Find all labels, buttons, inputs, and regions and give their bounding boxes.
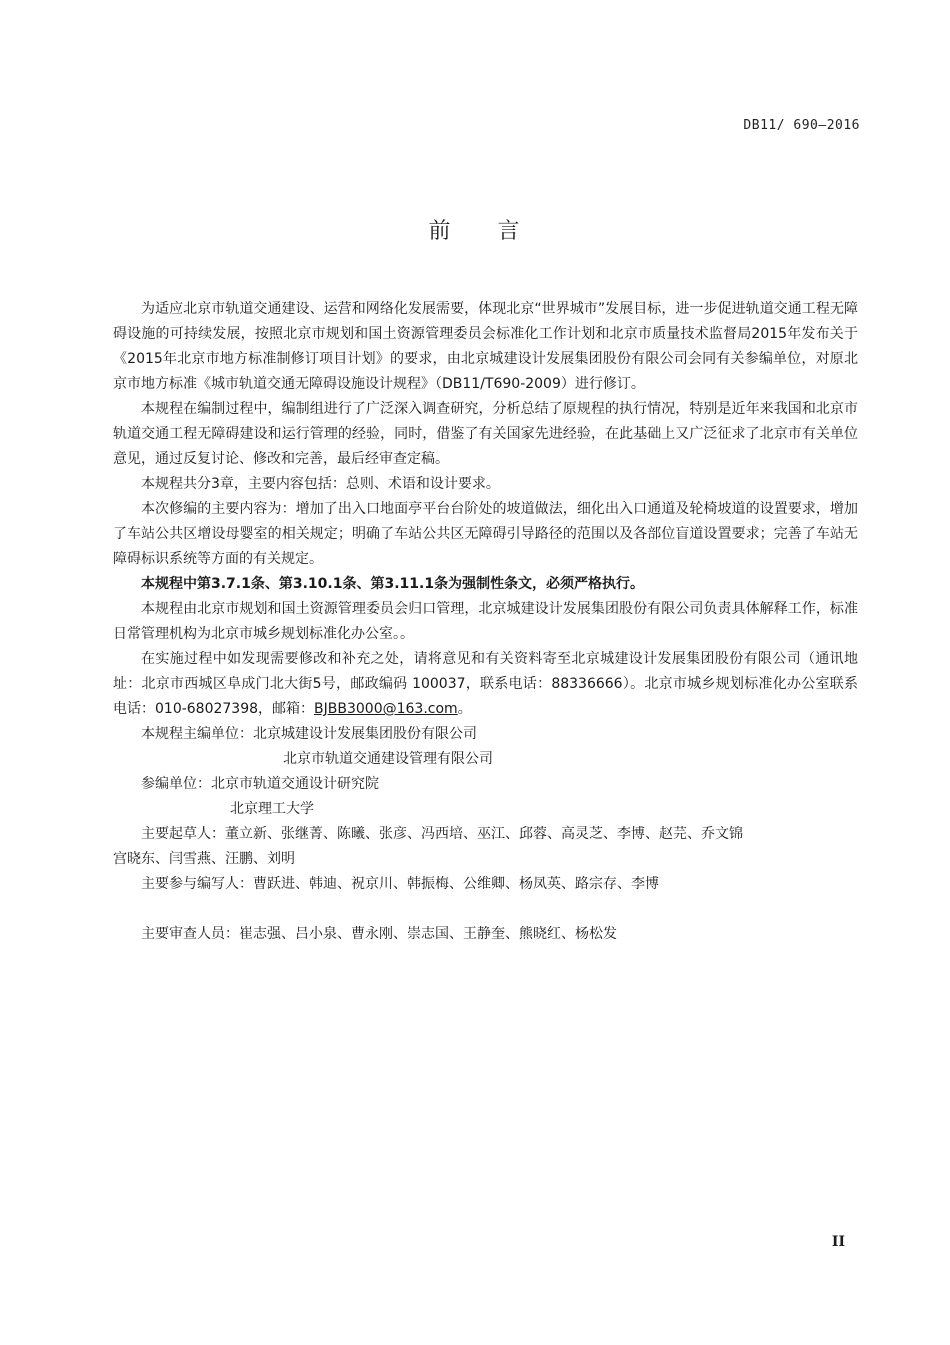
chief-editor-label: 本规程主编单位： xyxy=(141,726,253,742)
chief-editor-line xyxy=(113,722,858,747)
participant-unit-1: 北京市轨道交通设计研究院 xyxy=(211,776,379,792)
chief-editor-unit-2: 北京市轨道交通建设管理有限公司 xyxy=(283,751,493,767)
page-title: 前 言 xyxy=(428,219,540,244)
paragraph-management: 本规程由北京市规划和国土资源管理委员会归口管理，北京城建设计发展集团股份有限公司负责具体解释工作，标准日常管理机构为北京市城乡规划标准化办公室。。 xyxy=(113,601,858,642)
participant-unit-2: 北京理工大学 xyxy=(230,801,314,817)
writers-line: 主要参与编写人：曹跃进、韩迪、祝京川、韩振梅、公维卿、杨凤英、路宗存、李博 xyxy=(141,876,659,892)
participant-label: 参编单位： xyxy=(141,776,211,792)
paragraph-purpose: 为适应北京市轨道交通建设、运营和网络化发展需要，体现北京“世界城市”发展目标，进一步促进轨道交通工程无障碍设施的可持续发展，按照北京市规划和国土资源管理委员会标准化工作计划和北京市质量技术监督局2015年发布关于《2015年北京市地方标准制修订项目计划》的要求，由北京城建设计发展集团股份有限公司会同有关参编单位，对原北京市地方标准《城市轨道交通无障碍设施设计规程》（DB11/T690-2009）进行修订。 xyxy=(113,301,858,392)
paragraph-revisions: 本次修编的主要内容为：增加了出入口地面亭平台台阶处的坡道做法，细化出入口通道及轮椅坡道的设置要求，增加了车站公共区增设母婴室的相关规定；明确了车站公共区无障碍引导路径的范围以及各部位盲道设置要求；完善了车站无障碍标识系统等方面的有关规定。 xyxy=(113,501,858,567)
paragraph-chapters: 本规程共分3章，主要内容包括：总则、术语和设计要求。 xyxy=(141,476,500,492)
standard-code: DB11/ 690—2016 xyxy=(743,118,860,133)
paragraph-compilation: 本规程在编制过程中，编制组进行了广泛深入调查研究，分析总结了原规程的执行情况，特别是近年来我国和北京市轨道交通工程无障碍建设和运行管理的经验，同时，借鉴了有关国家先进经验，在此基础上又广泛征求了北京市有关单位意见，通过反复讨论、修改和完善，最后经审查定稿。 xyxy=(113,401,858,467)
drafters-line-1: 主要起草人：董立新、张继菁、陈曦、张彦、冯西培、巫江、邱蓉、高灵芝、李博、赵芫、乔文锦 xyxy=(141,826,743,842)
spacer xyxy=(113,897,858,922)
page-number: II xyxy=(831,1234,845,1250)
reviewers-line: 主要审查人员：崔志强、吕小泉、曹永刚、崇志国、王静奎、熊晓红、杨松发 xyxy=(141,926,617,942)
drafters-line-2: 宫晓东、闫雪燕、汪鹏、刘明 xyxy=(113,851,295,867)
chief-editor-unit-1: 北京城建设计发展集团股份有限公司 xyxy=(253,726,477,742)
paragraph-mandatory-clauses: 本规程中第3.7.1条、第3.10.1条、第3.11.1条为强制性条文，必须严格执行。 xyxy=(141,576,645,592)
contact-end: 。 xyxy=(457,701,472,717)
contact-text: 在实施过程中如发现需要修改和补充之处，请将意见和有关资料寄至北京城建设计发展集团股份有限公司（通讯地址：北京市西城区阜成门北大街5号，邮政编码 100037，联系电话：88336666）。北京市城乡规划标准化办公室联系电话：010-68027398，邮箱： xyxy=(113,651,858,717)
email-link[interactable]: BJBB3000@163.com xyxy=(314,701,458,717)
paragraph-contact xyxy=(113,647,858,722)
foreword-body xyxy=(113,297,858,947)
participant-line xyxy=(113,772,858,797)
